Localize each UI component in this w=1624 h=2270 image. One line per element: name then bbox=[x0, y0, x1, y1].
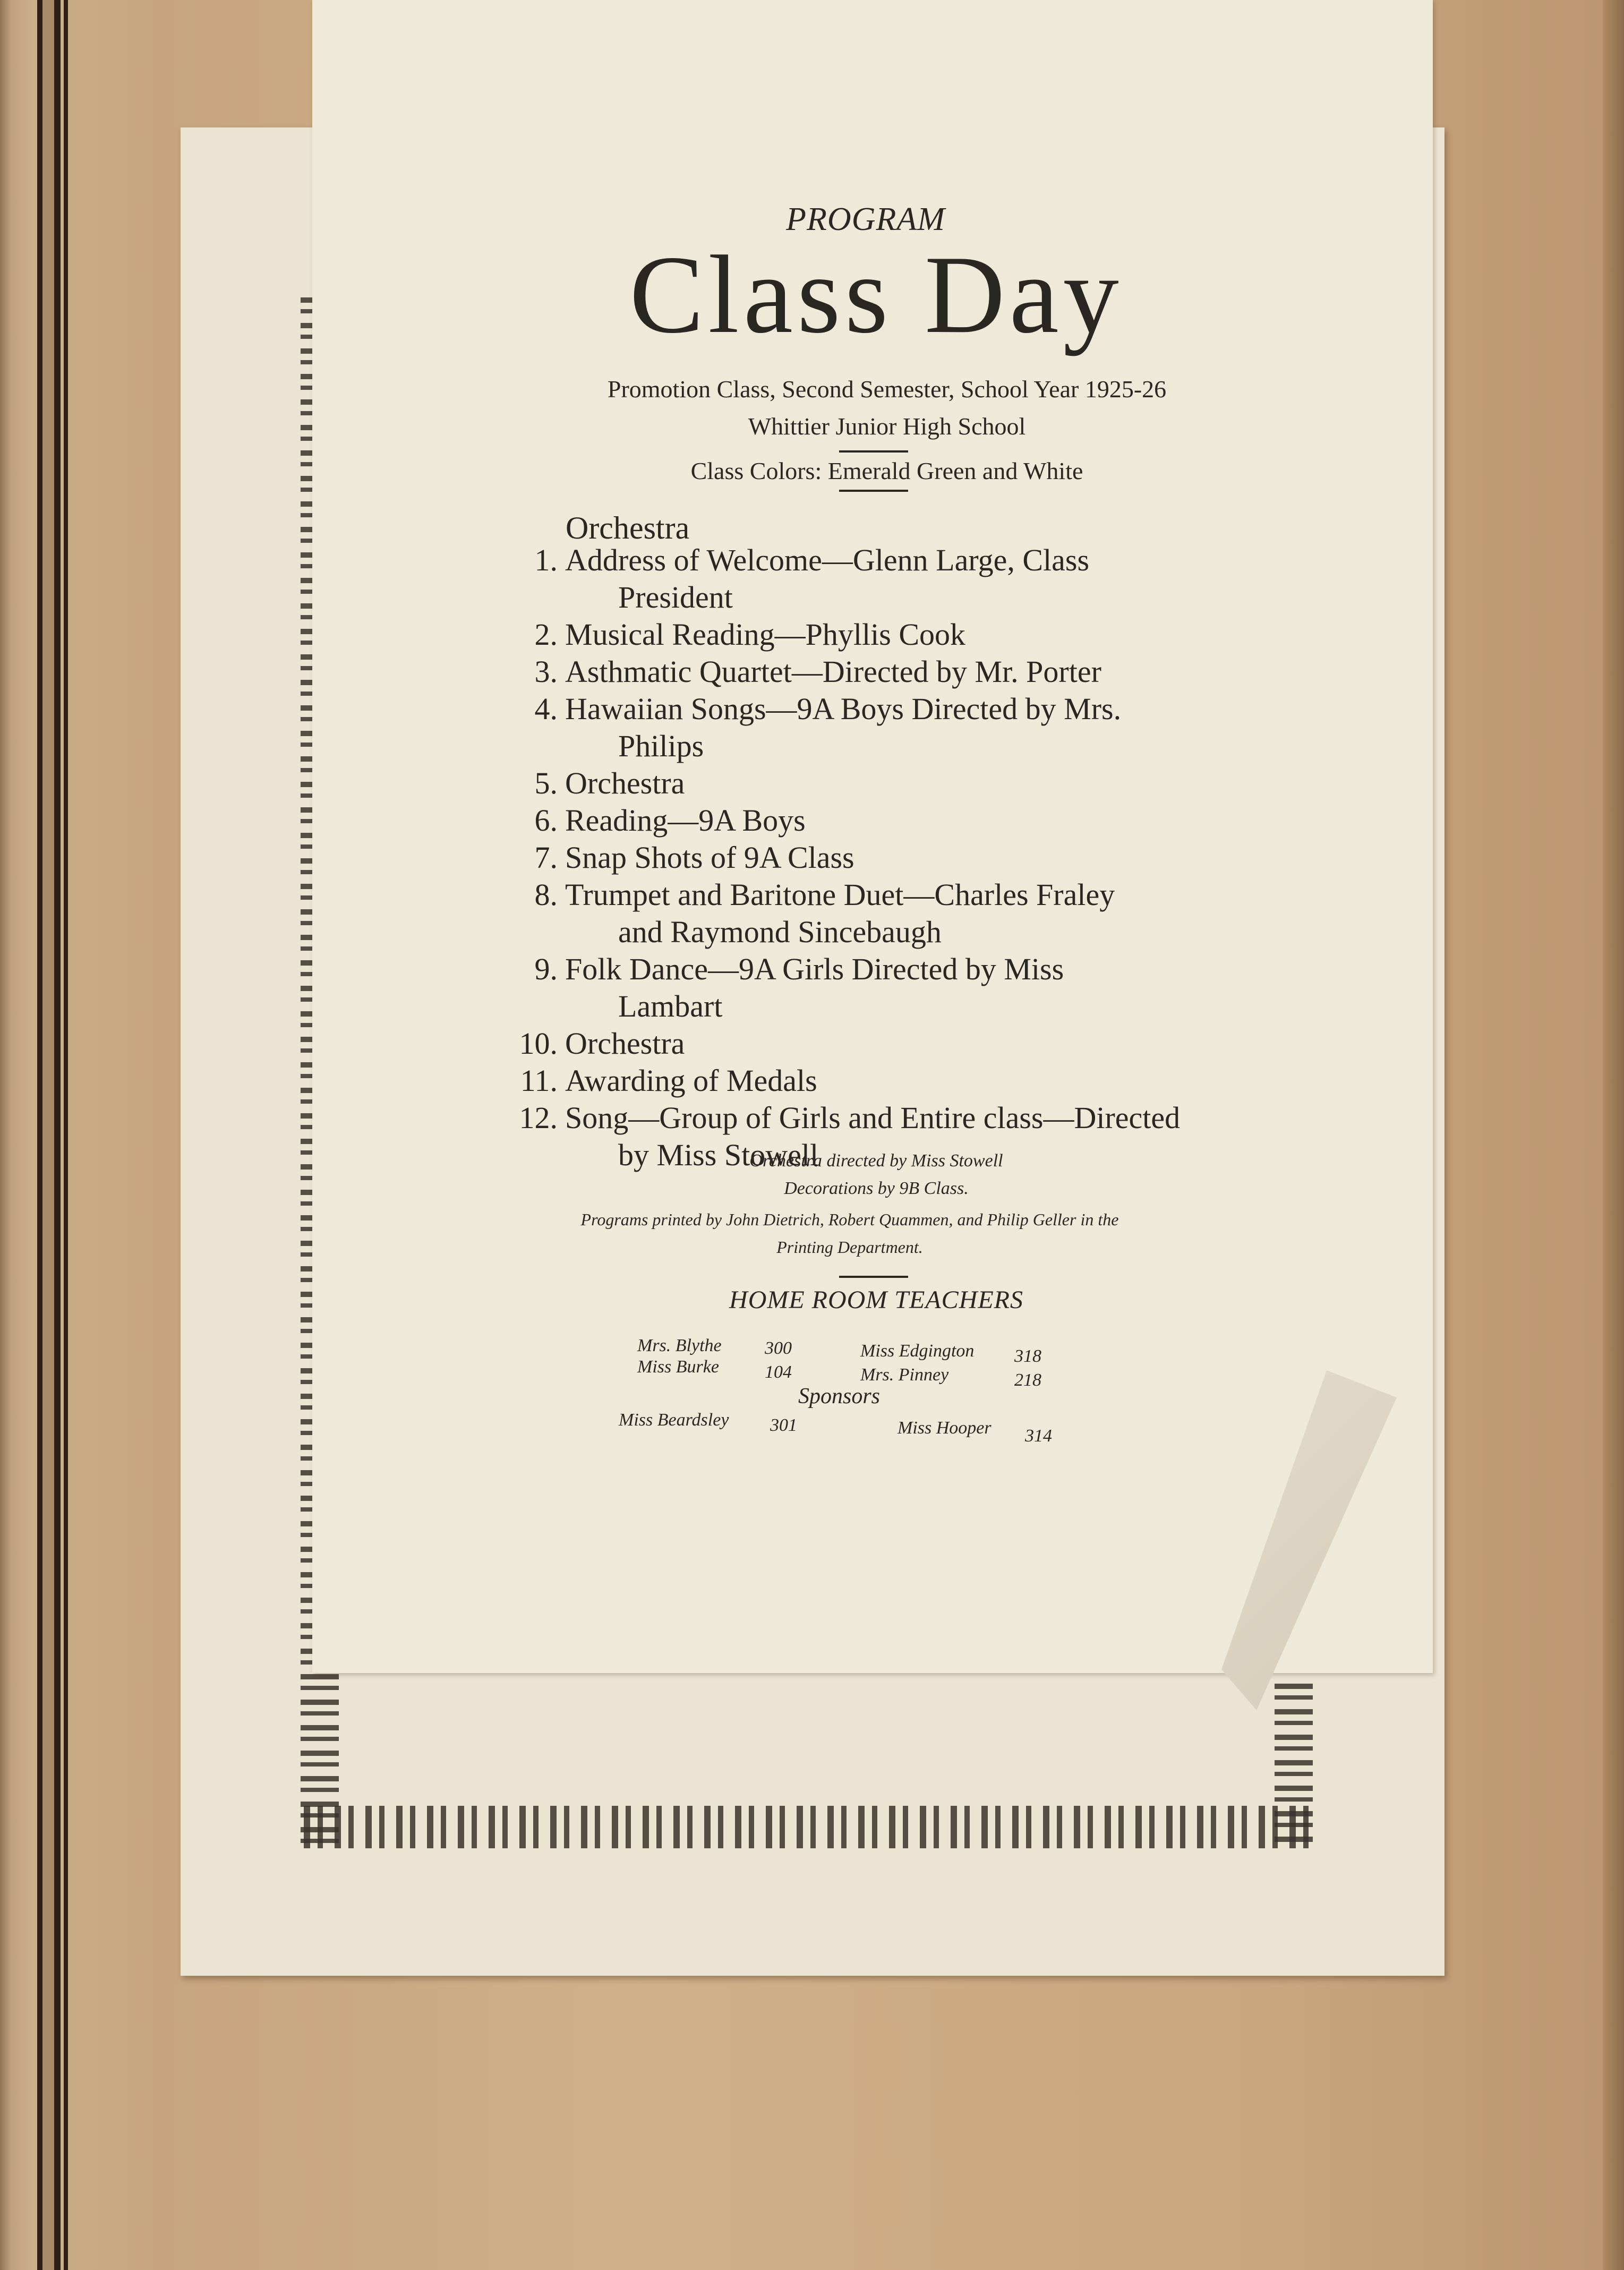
list-item: 8. Trumpet and Baritone Duet—Charles Fraley and Raymond Sincebaugh bbox=[534, 877, 1115, 949]
sponsor-room: 314 bbox=[1025, 1426, 1052, 1446]
list-item: 3. Asthmatic Quartet—Directed by Mr. Porter bbox=[534, 654, 1101, 689]
sponsors-label: Sponsors bbox=[798, 1384, 881, 1409]
page-title: Class Day bbox=[629, 233, 1123, 356]
sponsor-name: Miss Hooper bbox=[898, 1418, 992, 1438]
program-list bbox=[510, 542, 1243, 1174]
list-item: 5. Orchestra bbox=[534, 766, 685, 800]
list-item: 11. Awarding of Medals bbox=[520, 1063, 817, 1098]
list-item: 9. Folk Dance—9A Girls Directed by Miss Lambart bbox=[534, 952, 1064, 1023]
credits bbox=[637, 1147, 1115, 1202]
subtitle-school: Whittier Junior High School bbox=[748, 413, 1026, 440]
teacher-room: 300 bbox=[765, 1338, 792, 1358]
list-item: 2. Musical Reading—Phyllis Cook bbox=[534, 617, 965, 652]
teacher-name: Mrs. Pinney bbox=[860, 1365, 949, 1385]
program-eyebrow: PROGRAM bbox=[786, 201, 945, 237]
list-item: 4. Hawaiian Songs—9A Boys Directed by Mrs. Philips bbox=[534, 692, 1122, 763]
divider bbox=[839, 1276, 908, 1278]
sponsor-room: 301 bbox=[770, 1415, 797, 1435]
teacher-name: Mrs. Blythe bbox=[637, 1336, 722, 1355]
list-item: 7. Snap Shots of 9A Class bbox=[534, 840, 854, 875]
teacher-room: 218 bbox=[1014, 1370, 1041, 1390]
list-item: 1. Address of Welcome—Glenn Large, Class President bbox=[534, 543, 1090, 615]
teacher-room: 318 bbox=[1014, 1346, 1041, 1366]
credit-decorations: Decorations by 9B Class. bbox=[784, 1179, 969, 1198]
list-item: 10. Orchestra bbox=[519, 1026, 685, 1061]
teacher-name: Miss Burke bbox=[637, 1357, 719, 1377]
teacher-room: 104 bbox=[765, 1362, 792, 1382]
teachers-heading: HOME ROOM TEACHERS bbox=[729, 1286, 1023, 1314]
program-prelude: Orchestra bbox=[566, 510, 690, 545]
class-colors: Class Colors: Emerald Green and White bbox=[690, 457, 1083, 484]
printers-note: Programs printed by John Dietrich, Robert Quammen, and Philip Geller in the Printing Department. bbox=[580, 1210, 1119, 1257]
sponsor-name: Miss Beardsley bbox=[619, 1410, 729, 1430]
credit-orchestra: Orchestra directed by Miss Stowell bbox=[749, 1151, 1003, 1171]
list-item: 6. Reading—9A Boys bbox=[534, 803, 806, 838]
divider bbox=[839, 490, 908, 492]
teacher-name: Miss Edgington bbox=[860, 1341, 975, 1361]
subtitle-class: Promotion Class, Second Semester, School Year 1925-26 bbox=[607, 376, 1167, 403]
divider bbox=[839, 450, 908, 453]
list-item: 12. Song—Group of Girls and Entire class—Directed by Miss Stowell bbox=[519, 1100, 1181, 1172]
